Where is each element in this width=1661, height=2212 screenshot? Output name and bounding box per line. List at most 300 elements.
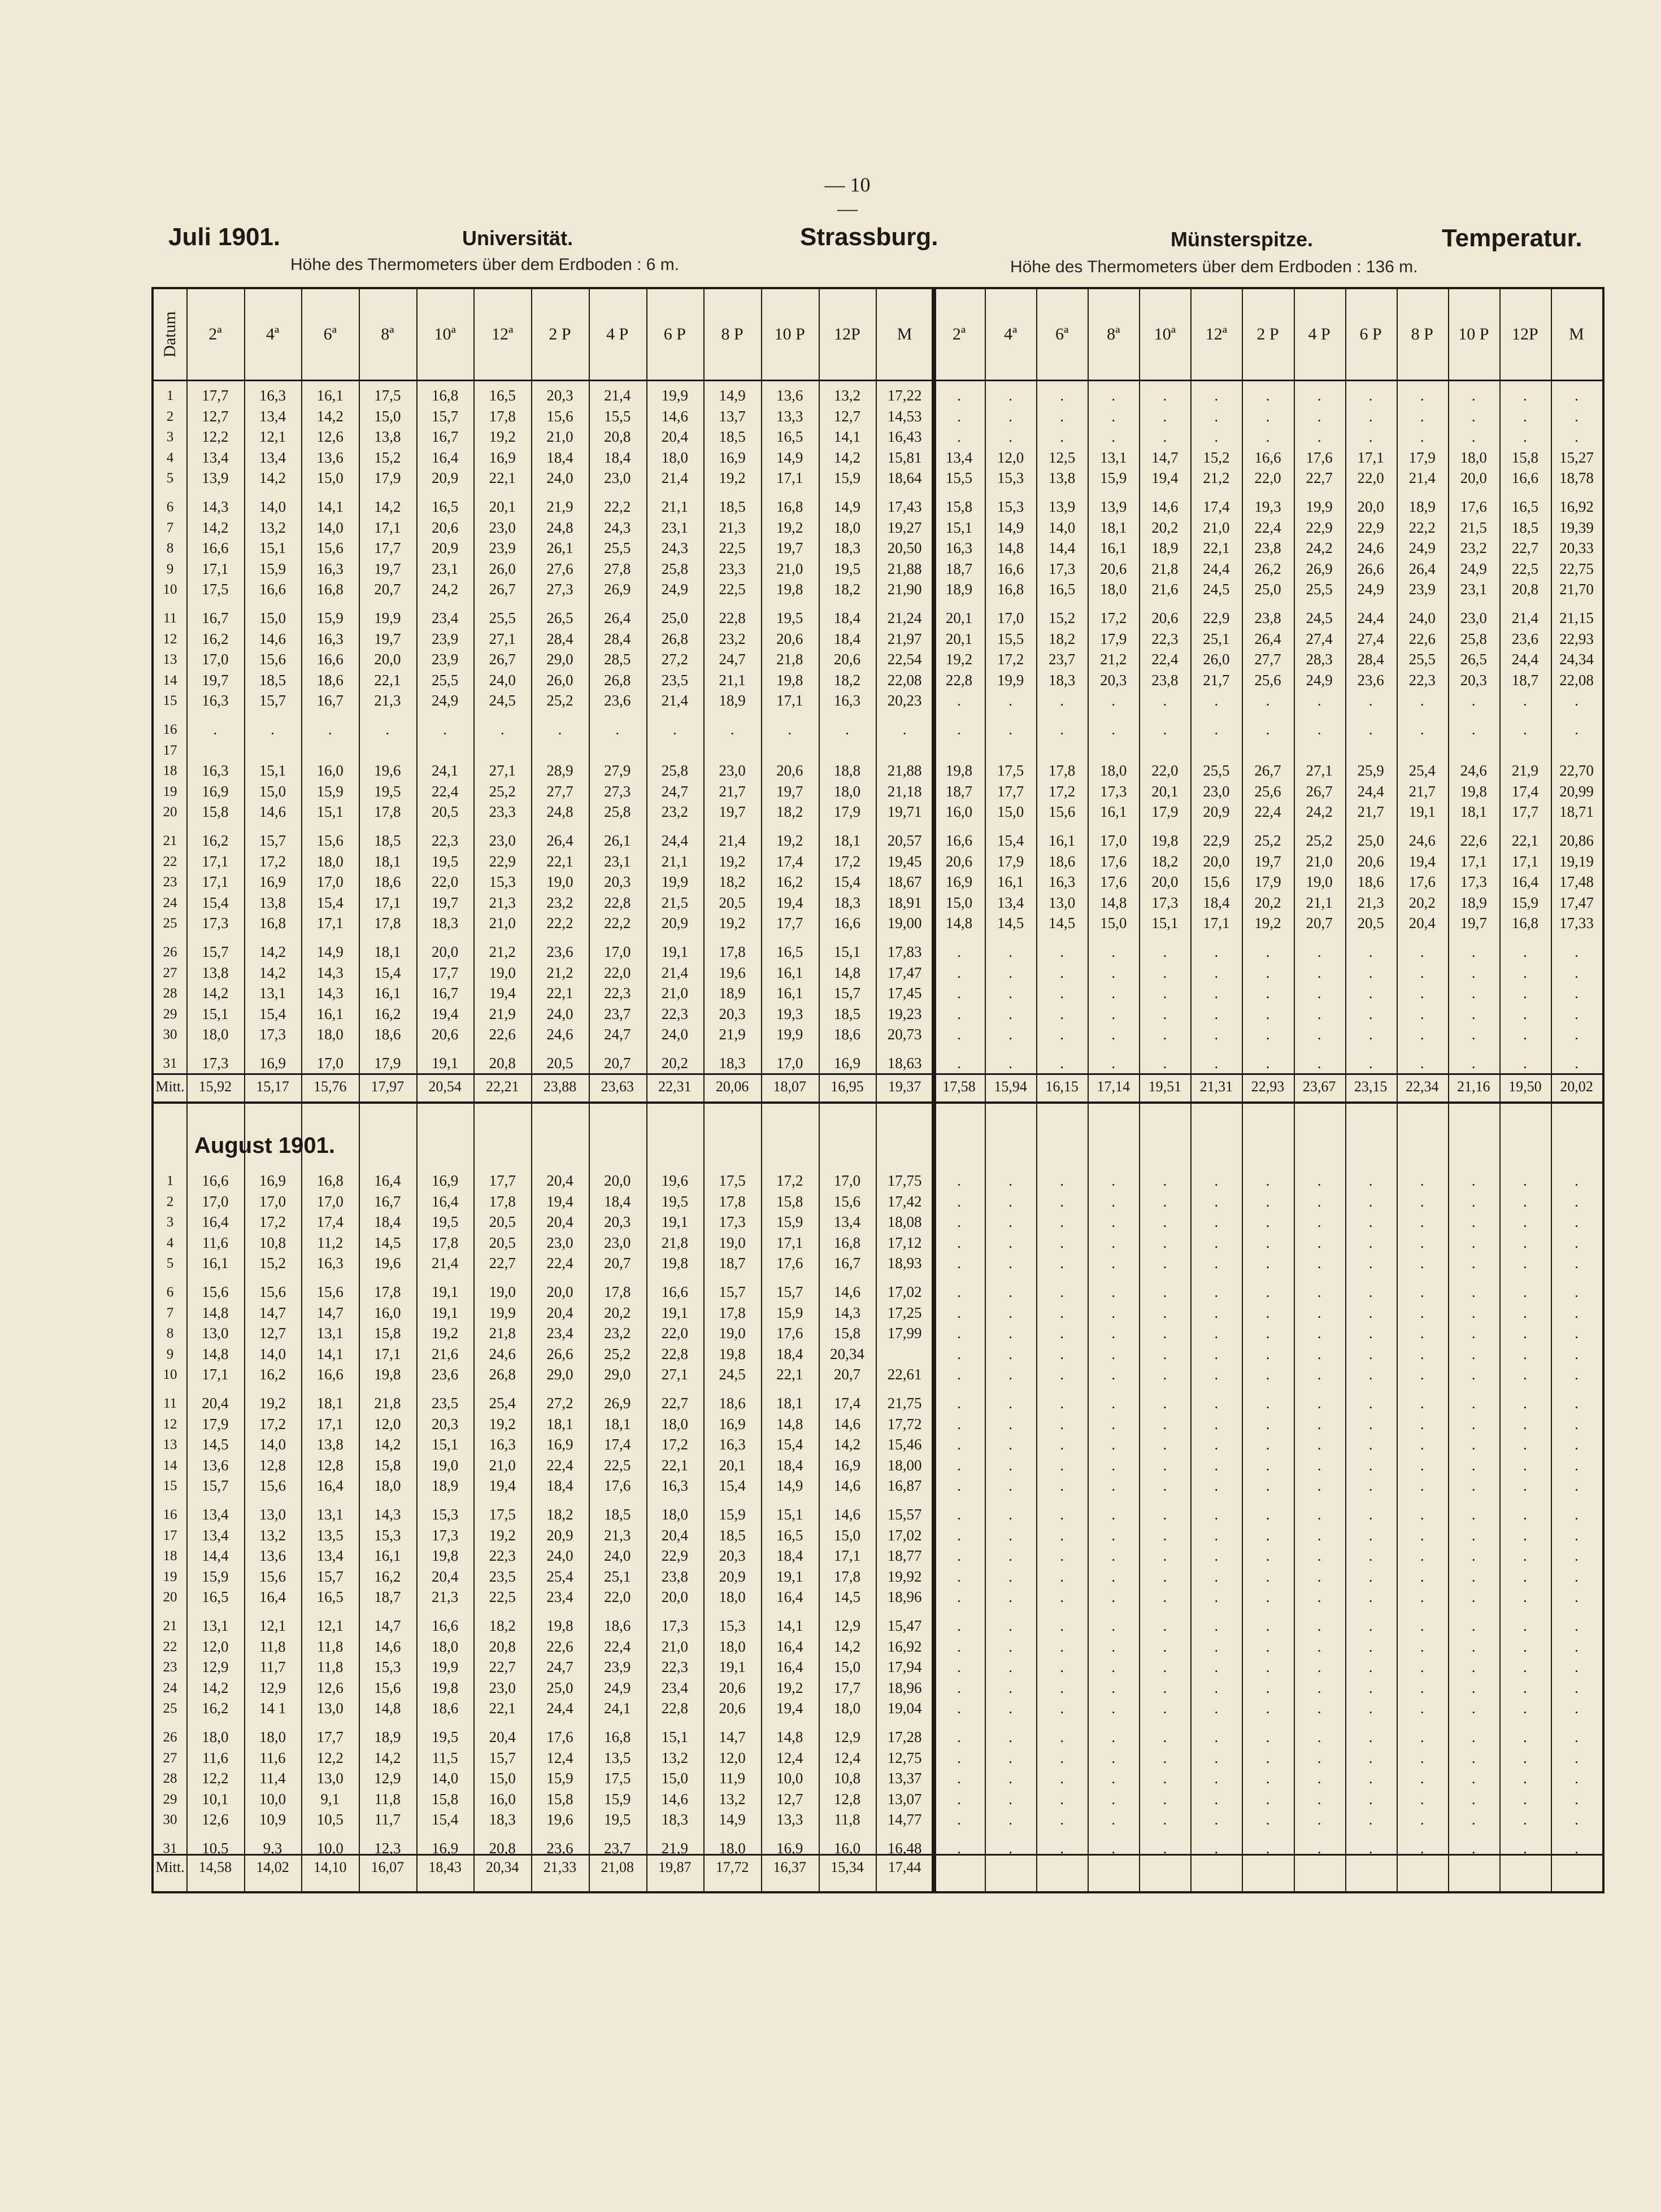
value-cell: 21,4 <box>661 469 688 487</box>
value-cell: 13,37 <box>887 1770 922 1787</box>
munster-cell: . <box>1060 964 1064 981</box>
value-cell: 18,1 <box>833 832 861 849</box>
munster-cell: . <box>1317 1617 1321 1634</box>
mean-cell: 18,43 <box>428 1859 462 1875</box>
munster-cell: 22,4 <box>1151 651 1179 668</box>
value-cell: 20,8 <box>489 1055 516 1072</box>
munster-cell: . <box>1471 1366 1476 1383</box>
table-row <box>154 1751 1602 1765</box>
value-cell: 12,3 <box>374 1840 401 1857</box>
munster-mean-cell: 22,93 <box>1251 1078 1285 1095</box>
munster-cell: . <box>1266 1213 1270 1231</box>
munster-cell: . <box>1060 1055 1064 1072</box>
value-cell: 16,2 <box>374 1005 401 1022</box>
value-cell: 21,9 <box>719 1026 746 1043</box>
hour-header <box>1036 289 1088 380</box>
munster-cell: . <box>1008 964 1012 981</box>
mean-cell: 15,92 <box>198 1078 232 1095</box>
munster-cell: . <box>1060 1456 1064 1474</box>
munster-cell: . <box>1575 1617 1579 1634</box>
value-cell: 14,6 <box>259 630 286 647</box>
value-cell: 13,1 <box>259 985 286 1002</box>
value-cell: 17,1 <box>374 894 401 911</box>
munster-cell: . <box>1523 1700 1527 1717</box>
value-cell: 19,8 <box>546 1617 573 1634</box>
munster-cell: . <box>1420 985 1424 1002</box>
munster-cell: . <box>1317 1345 1321 1362</box>
munster-cell: . <box>1368 1477 1373 1495</box>
value-cell <box>473 743 531 757</box>
datum-cell: 17 <box>163 742 177 758</box>
value-cell: 23,4 <box>546 1588 573 1606</box>
munster-cell: . <box>1266 387 1270 404</box>
value-cell: 16,5 <box>489 387 516 404</box>
value-cell: 15,4 <box>719 1477 746 1495</box>
value-cell: 14,7 <box>259 1304 286 1321</box>
munster-cell: . <box>1008 1658 1012 1676</box>
value-cell: 12,0 <box>719 1749 746 1766</box>
value-cell: 22,5 <box>719 581 746 598</box>
munster-cell: . <box>957 1172 961 1189</box>
table-row <box>154 1368 1602 1382</box>
munster-cell: 17,4 <box>1203 498 1230 515</box>
munster-cell: . <box>957 1345 961 1362</box>
value-cell: 18,6 <box>374 1026 401 1043</box>
munster-cell: . <box>1523 1395 1527 1412</box>
munster-cell: . <box>1060 1234 1064 1251</box>
munster-cell: . <box>1214 1345 1219 1362</box>
value-cell <box>186 743 244 757</box>
datum-cell: 18 <box>163 1548 177 1564</box>
value-cell: 28,4 <box>604 630 631 647</box>
value-cell: 16,1 <box>202 1255 229 1272</box>
value-cell: 15,3 <box>431 1506 459 1523</box>
city-title: Strassburg. <box>800 223 938 251</box>
munster-mean-cell: 17,58 <box>942 1078 976 1095</box>
munster-cell: 16,1 <box>1100 803 1127 821</box>
munster-cell: . <box>1317 1567 1321 1585</box>
munster-cell: 16,5 <box>1511 498 1538 515</box>
value-cell: 22,2 <box>546 915 573 932</box>
value-cell: 27,2 <box>546 1395 573 1412</box>
value-cell: 19,8 <box>719 1345 746 1362</box>
value-cell: 16,8 <box>776 498 803 515</box>
munster-cell: . <box>1266 407 1270 425</box>
value-cell: 17,1 <box>776 692 803 709</box>
value-cell: 14,3 <box>374 1506 401 1523</box>
munster-cell: . <box>1163 1728 1167 1745</box>
value-cell: 21,88 <box>887 560 922 577</box>
munster-cell: 23,8 <box>1151 671 1179 689</box>
munster-cell: . <box>1471 1588 1476 1606</box>
value-cell: 17,72 <box>887 1415 922 1432</box>
table-row <box>154 611 1602 625</box>
value-cell: 14,1 <box>316 498 343 515</box>
hour-header <box>531 289 589 380</box>
value-cell: 18,6 <box>604 1617 631 1634</box>
value-cell: 15,8 <box>546 1790 573 1808</box>
munster-cell: . <box>957 1477 961 1495</box>
table-row <box>154 945 1602 959</box>
munster-cell: . <box>1266 1192 1270 1210</box>
value-cell: 13,6 <box>202 1456 229 1474</box>
munster-cell: 26,7 <box>1306 782 1333 800</box>
value-cell: 15,7 <box>489 1749 516 1766</box>
munster-cell: . <box>1471 1325 1476 1342</box>
munster-cell: 16,4 <box>1511 873 1538 891</box>
value-cell: 17,6 <box>776 1325 803 1342</box>
munster-cell: 22,9 <box>1203 832 1230 849</box>
munster-cell: . <box>1214 1213 1219 1231</box>
munster-cell: 24,9 <box>1306 671 1333 689</box>
value-cell: 18,9 <box>719 692 746 709</box>
value-cell: 24,4 <box>546 1700 573 1717</box>
value-cell: 16,9 <box>202 782 229 800</box>
munster-cell: 13,4 <box>997 894 1024 911</box>
munster-cell: . <box>1214 1658 1219 1676</box>
value-cell: 16,7 <box>431 985 459 1002</box>
value-cell: 13,7 <box>719 407 746 425</box>
value-cell: 20,6 <box>833 651 861 668</box>
munster-cell: . <box>1420 1728 1424 1745</box>
munster-cell: 19,8 <box>1460 782 1487 800</box>
munster-cell: 16,0 <box>945 803 973 821</box>
datum-cell: 4 <box>166 450 174 465</box>
munster-cell: . <box>1008 387 1012 404</box>
value-cell: 20,1 <box>489 498 516 515</box>
value-cell: 19,92 <box>887 1567 922 1585</box>
value-cell: 16,1 <box>374 1547 401 1565</box>
munster-cell: . <box>1420 1526 1424 1544</box>
munster-cell: . <box>1471 1005 1476 1022</box>
table-row <box>154 1215 1602 1229</box>
mean-label: Mitt. <box>155 1078 185 1095</box>
value-cell: 17,2 <box>776 1172 803 1189</box>
datum-cell: 20 <box>163 804 177 820</box>
july-mean-row <box>154 1074 1602 1099</box>
munster-cell: . <box>1266 943 1270 960</box>
munster-cell: . <box>1163 1304 1167 1321</box>
munster-cell: 21,0 <box>1306 852 1333 870</box>
munster-cell: . <box>1008 1395 1012 1412</box>
value-cell: 20,3 <box>719 1005 746 1022</box>
datum-cell: 12 <box>163 631 177 647</box>
munster-cell: . <box>957 721 961 738</box>
value-cell: 23,2 <box>661 803 688 821</box>
table-row <box>154 1056 1602 1070</box>
value-cell: 21,0 <box>776 560 803 577</box>
value-cell: 14,4 <box>202 1547 229 1565</box>
datum-cell: 6 <box>166 499 174 515</box>
value-cell: 20,0 <box>431 943 459 960</box>
value-cell: 15,46 <box>887 1436 922 1453</box>
munster-cell: . <box>1060 1192 1064 1210</box>
value-cell: 20,5 <box>719 894 746 911</box>
munster-cell: . <box>1317 1638 1321 1655</box>
munster-cell: . <box>1368 1345 1373 1362</box>
value-cell: 18,0 <box>202 1026 229 1043</box>
munster-cell: 17,4 <box>1511 782 1538 800</box>
value-cell: 11,8 <box>317 1658 343 1676</box>
table-row <box>154 673 1602 687</box>
datum-cell: 22 <box>163 854 177 869</box>
munster-cell: . <box>1368 1658 1373 1676</box>
value-cell: 20,3 <box>604 1213 631 1231</box>
value-cell: . <box>385 721 390 738</box>
munster-cell: . <box>1317 1255 1321 1272</box>
munster-cell: . <box>1575 1790 1579 1808</box>
munster-cell <box>1036 743 1088 757</box>
value-cell: 21,75 <box>887 1395 922 1412</box>
munster-cell: . <box>1163 1638 1167 1655</box>
hour-label: 12P <box>1512 325 1538 343</box>
munster-cell: . <box>1471 1679 1476 1696</box>
munster-cell: . <box>1111 1811 1116 1828</box>
munster-mean-cell: 21,31 <box>1199 1078 1233 1095</box>
munster-cell: . <box>1163 1255 1167 1272</box>
value-cell: 22,4 <box>546 1456 573 1474</box>
munster-cell: . <box>1523 1325 1527 1342</box>
munster-cell: . <box>1575 1366 1579 1383</box>
value-cell: 26,8 <box>661 630 688 647</box>
value-cell: 19,4 <box>431 1005 459 1022</box>
munster-cell: 15,6 <box>1203 873 1230 891</box>
value-cell: . <box>673 721 677 738</box>
value-cell: 21,1 <box>719 671 746 689</box>
munster-cell: . <box>957 1304 961 1321</box>
munster-cell: 22,70 <box>1559 762 1594 780</box>
value-cell: 18,0 <box>202 1728 229 1745</box>
munster-cell: . <box>1317 1026 1321 1043</box>
value-cell: 22,2 <box>604 498 631 515</box>
value-cell: 22,8 <box>604 894 631 911</box>
munster-cell: . <box>1163 943 1167 960</box>
munster-cell: . <box>1523 1770 1527 1787</box>
mean-cell: 18,07 <box>773 1078 807 1095</box>
value-cell: 18,4 <box>833 630 861 647</box>
munster-cell: . <box>1317 1172 1321 1189</box>
mean-label: Mitt. <box>155 1859 185 1875</box>
munster-cell: . <box>1266 1547 1270 1565</box>
value-cell: 12,2 <box>202 428 229 446</box>
hour-label: 4 P <box>1308 325 1330 343</box>
value-cell: 18,1 <box>604 1415 631 1432</box>
value-cell: 15,6 <box>316 1283 343 1300</box>
value-cell: 22,3 <box>661 1005 688 1022</box>
value-cell: 29,0 <box>604 1366 631 1383</box>
munster-mean-cell: 23,15 <box>1354 1078 1388 1095</box>
munster-mean-cell: 20,02 <box>1560 1078 1593 1095</box>
munster-cell: . <box>1471 1506 1476 1523</box>
munster-cell: 17,9 <box>1254 873 1281 891</box>
value-cell: 24,0 <box>489 671 516 689</box>
munster-cell: . <box>957 1283 961 1300</box>
mean-cell: 15,17 <box>256 1078 289 1095</box>
value-cell: 15,0 <box>259 609 286 626</box>
munster-cell: . <box>1111 1700 1116 1717</box>
value-cell: 15,5 <box>604 407 631 425</box>
value-cell: 25,2 <box>489 782 516 800</box>
value-cell: 26,0 <box>546 671 573 689</box>
value-cell: 20,4 <box>546 1304 573 1321</box>
value-cell: 11,8 <box>259 1638 286 1655</box>
munster-cell: 17,3 <box>1460 873 1487 891</box>
value-cell: 25,0 <box>546 1679 573 1696</box>
value-cell: 19,0 <box>489 1283 516 1300</box>
munster-cell: . <box>1368 721 1373 738</box>
value-cell: 14,2 <box>259 964 286 981</box>
hour-label: 6ª <box>323 325 337 343</box>
table-row <box>154 722 1602 737</box>
value-cell: 12,7 <box>259 1325 286 1342</box>
munster-cell: . <box>1420 1456 1424 1474</box>
mean-cell: 17,44 <box>888 1859 921 1875</box>
munster-cell: . <box>1008 943 1012 960</box>
munster-mean-cell: 15,94 <box>994 1078 1027 1095</box>
munster-cell: . <box>1523 1588 1527 1606</box>
value-cell: 21,3 <box>719 519 746 536</box>
munster-cell: . <box>1575 943 1579 960</box>
hour-header <box>1190 289 1242 380</box>
munster-cell: . <box>1471 1395 1476 1412</box>
value-cell: 14,53 <box>887 407 922 425</box>
munster-cell: 25,8 <box>1460 630 1487 647</box>
hour-header <box>703 289 761 380</box>
value-cell: 10,1 <box>202 1790 229 1808</box>
value-cell: 21,4 <box>719 832 746 849</box>
munster-cell: . <box>1575 1679 1579 1696</box>
munster-mean-cell: 16,15 <box>1045 1078 1079 1095</box>
value-cell: 21,0 <box>489 1456 516 1474</box>
value-cell: 23,9 <box>431 651 459 668</box>
mean-cell: 21,08 <box>601 1859 634 1875</box>
munster-cell: 19,3 <box>1254 498 1281 515</box>
value-cell: 20,9 <box>431 469 459 487</box>
munster-cell: 18,2 <box>1151 852 1179 870</box>
value-cell: 25,4 <box>489 1395 516 1412</box>
value-cell: 22,7 <box>489 1255 516 1272</box>
munster-cell: . <box>1368 1172 1373 1189</box>
value-cell: 15,2 <box>374 449 401 466</box>
munster-cell: . <box>1368 985 1373 1002</box>
munster-cell: . <box>1368 1415 1373 1432</box>
value-cell: 13,2 <box>719 1790 746 1808</box>
munster-cell: 19,9 <box>997 671 1024 689</box>
value-cell: 22,9 <box>661 1547 688 1565</box>
value-cell: 17,6 <box>776 1255 803 1272</box>
value-cell: 21,9 <box>546 498 573 515</box>
value-cell: 15,4 <box>776 1436 803 1453</box>
value-cell: 15,9 <box>316 782 343 800</box>
value-cell: 23,0 <box>604 469 631 487</box>
munster-cell: . <box>1266 692 1270 709</box>
table-row <box>154 1640 1602 1654</box>
value-cell: 15,4 <box>431 1811 459 1828</box>
munster-cell: . <box>1420 1588 1424 1606</box>
munster-cell <box>1242 743 1293 757</box>
munster-cell: 16,6 <box>1254 449 1281 466</box>
value-cell: 18,67 <box>887 873 922 891</box>
value-cell: 16,8 <box>259 915 286 932</box>
munster-cell: . <box>1163 1588 1167 1606</box>
value-cell: 11,2 <box>317 1234 343 1251</box>
munster-cell: . <box>1008 1728 1012 1745</box>
munster-cell: . <box>1214 1617 1219 1634</box>
munster-cell: . <box>1368 1192 1373 1210</box>
value-cell: 18,00 <box>887 1456 922 1474</box>
munster-cell: . <box>1266 1749 1270 1766</box>
munster-cell: 15,2 <box>1203 449 1230 466</box>
munster-cell: . <box>1111 985 1116 1002</box>
mean-cell: 23,88 <box>543 1078 577 1095</box>
munster-cell: . <box>957 1005 961 1022</box>
munster-cell: 13,9 <box>1100 498 1127 515</box>
temperature-table <box>151 287 1605 1893</box>
value-cell: 19,71 <box>887 803 922 821</box>
table-row <box>154 743 1602 757</box>
value-cell: 15,8 <box>202 803 229 821</box>
munster-cell: . <box>957 407 961 425</box>
munster-cell: 17,1 <box>1511 852 1538 870</box>
value-cell <box>703 743 761 757</box>
value-cell: 20,3 <box>604 873 631 891</box>
munster-cell: . <box>1060 943 1064 960</box>
value-cell: 11,6 <box>202 1234 228 1251</box>
munster-cell: . <box>1523 692 1527 709</box>
value-cell: 17,45 <box>887 985 922 1002</box>
munster-cell: 28,3 <box>1306 651 1333 668</box>
munster-cell: . <box>1575 1567 1579 1585</box>
munster-cell: . <box>1266 1325 1270 1342</box>
munster-cell: 15,0 <box>997 803 1024 821</box>
munster-cell: 20,6 <box>1357 852 1384 870</box>
munster-cell: 17,6 <box>1408 873 1436 891</box>
munster-cell: 20,6 <box>1100 560 1127 577</box>
value-cell: 16,4 <box>374 1172 401 1189</box>
value-cell: 26,9 <box>604 581 631 598</box>
datum-cell: 19 <box>163 1569 177 1584</box>
munster-cell: 14,8 <box>945 915 973 932</box>
munster-cell: . <box>1420 1790 1424 1808</box>
value-cell: 24,0 <box>604 1547 631 1565</box>
munster-cell: . <box>1471 428 1476 446</box>
munster-cell: 20,0 <box>1460 469 1487 487</box>
value-cell: 20,34 <box>830 1345 864 1362</box>
hour-header <box>819 289 876 380</box>
table-row <box>154 1549 1602 1563</box>
munster-cell: . <box>1368 1255 1373 1272</box>
table-row <box>154 1027 1602 1042</box>
munster-cell: . <box>1523 1728 1527 1745</box>
hour-header <box>1242 289 1293 380</box>
munster-cell: . <box>1060 1304 1064 1321</box>
value-cell: 22,1 <box>374 671 401 689</box>
munster-cell: . <box>1368 1749 1373 1766</box>
munster-cell: 22,1 <box>1203 539 1230 557</box>
value-cell: 10,8 <box>833 1770 861 1787</box>
value-cell: 18,0 <box>719 1638 746 1655</box>
value-cell: 23,1 <box>661 519 688 536</box>
munster-cell: . <box>1368 1055 1373 1072</box>
munster-cell: . <box>1575 387 1579 404</box>
value-cell: 17,0 <box>316 1192 343 1210</box>
mean-cell: 16,07 <box>371 1859 405 1875</box>
table-row <box>154 1458 1602 1473</box>
value-cell: 19,2 <box>776 519 803 536</box>
value-cell: 22,5 <box>604 1456 631 1474</box>
munster-cell: 25,6 <box>1254 671 1281 689</box>
munster-cell: . <box>1317 1547 1321 1565</box>
